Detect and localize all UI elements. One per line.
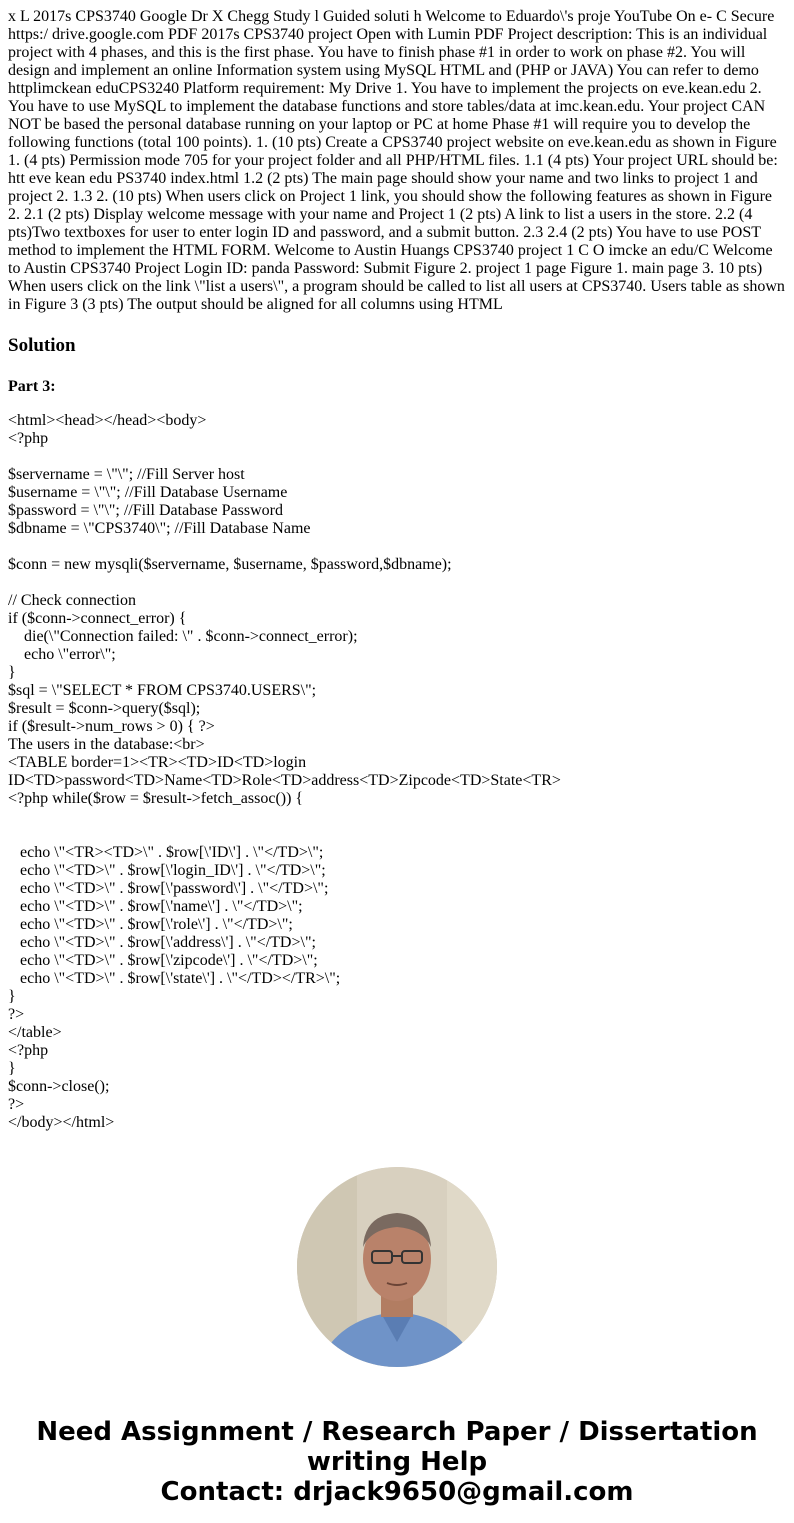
solution-heading: Solution [8, 335, 76, 356]
question-text: x L 2017s CPS3740 Google Dr X Chegg Study l Guided soluti h Welcome to Eduardo\'s proje YouTube On e- C Secure https:/ drive.google.com PDF 2017s CPS3740 project Open with Lumin PDF Project description: This is an individual project with 4 phases, and this is the first phase. You have to finish phase #1 in order to work on phase #2. You will design and implement an online Information system using MySQL HTML and (PHP or JAVA) You can refer to demo httplimckean eduCPS3240 Platform requirement: My Drive 1. You have to implement the projects on eve.kean.edu 2. You have to use MySQL to implement the database functions and store tables/data at imc.kean.edu. Your project CAN NOT be based the personal database running on your laptop or PC at home Phase #1 will require you to develop the following functions (total 100 points). 1. (10 pts) Create a CPS3740 project website on eve.kean.edu as shown in Figure 1. (4 pts) Permission mode 705 for your project folder and all PHP/HTML files. 1.1 (4 pts) Your project URL should be: htt eve kean edu PS3740 index.html 1.2 (2 pts) The main page should show your name and two links to project 1 and project 2. 1.3 2. (10 pts) When users click on Project 1 link, you should show the following features as shown in Figure 2. 2.1 (2 pts) Display welcome message with your name and Project 1 (2 pts) A link to list a users in the store. 2.2 (4 pts)Two textboxes for user to enter login ID and password, and a submit button. 2.3 2.4 (2 pts) You have to use POST method to implement the HTML FORM. Welcome to Austin Huangs CPS3740 project 1 C O imcke an edu/C Welcome to Austin CPS3740 Project Login ID: panda Password: Submit Figure 2. project 1 page Figure 1. main page 3. 10 pts) When users click on the link \"list a users\", a program should be called to list all users at CPS3740. Users table as shown in Figure 3 (3 pts) The output should be aligned for all columns using HTML [8, 8, 785, 313]
ad-line-help: Need Assignment / Research Paper / Dissertation writing Help [36, 1417, 758, 1477]
avatar-container [8, 1167, 786, 1367]
ad-banner [8, 1417, 786, 1507]
code-block: <html><head></head><body> <?php $servername = \"\"; //Fill Server host $username = \"\"; //Fill Database Username $password = \"\"; //Fill Database Password $dbname = \"CPS3740\"; //Fill Database Name $conn = new mysqli($servername, $username, $password,$dbname); // Check connection if ($conn->connect_error) { die(\"Connection failed: \" . $conn->connect_error); echo \"error\"; } $sql = \"SELECT * FROM CPS3740.USERS\"; $result = $conn->query($sql); if ($result->num_rows > 0) { ?> The users in the database:<br> <TABLE border=1><TR><TD>ID<TD>login ID<TD>password<TD>Name<TD>Role<TD>address<TD>Zipcode<TD>State<TR> <?php while($row = $result->fetch_assoc()) { echo \"<TR><TD>\" . $row[\'ID\'] . \"</TD>\"; echo \"<TD>\" . $row[\'login_ID\'] . \"</TD>\"; echo \"<TD>\" . $row[\'password\'] . \"</TD>\"; echo \"<TD>\" . $row[\'name\'] . \"</TD>\"; echo \"<TD>\" . $row[\'role\'] . \"</TD>\"; echo \"<TD>\" . $row[\'address\'] . \"</TD>\"; echo \"<TD>\" . $row[\'zipcode\'] . \"</TD>\"; echo \"<TD>\" . $row[\'state\'] . \"</TD></TR>\"; } ?> </table> <?php } $conn->close(); ?> </body></html> [8, 412, 561, 1131]
person-photo-icon [297, 1167, 497, 1367]
ad-line-contact: Contact: drjack9650@gmail.com [160, 1477, 634, 1507]
part-heading: Part 3: [8, 378, 56, 395]
avatar [297, 1167, 497, 1367]
